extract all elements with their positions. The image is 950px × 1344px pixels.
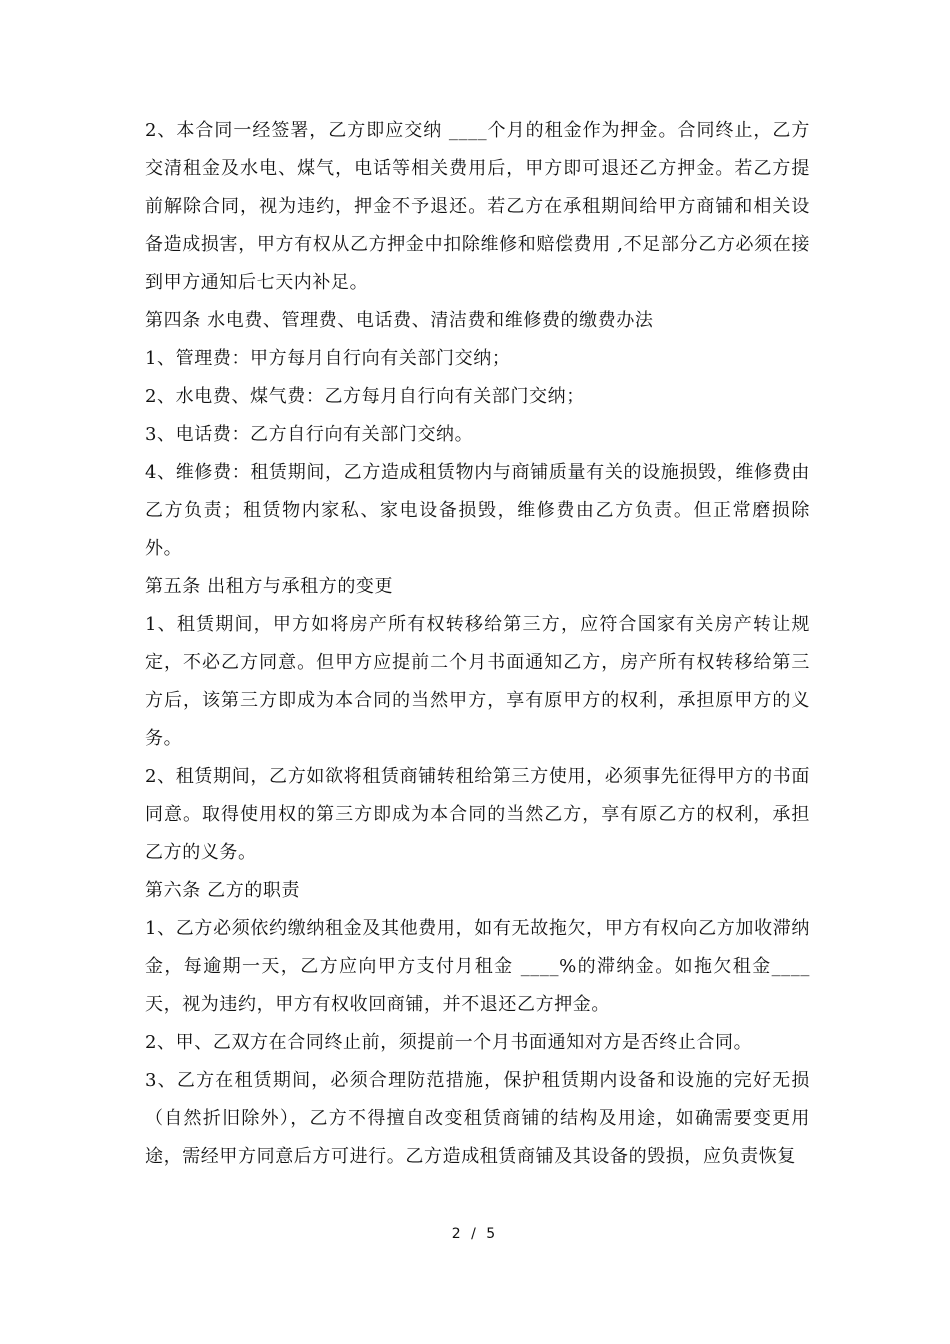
article-4-heading: 第四条 水电费、管理费、电话费、清洁费和维修费的缴费办法: [145, 310, 654, 331]
paragraph-utilities-fee: 2、水电费、煤气费：乙方每月自行向有关部门交纳；: [145, 386, 585, 407]
paragraph-repair-fee: 4、维修费：租赁期间，乙方造成租赁物内与商铺质量有关的设施损毁，维修费由乙方负责；租赁物内家私、家电设备损毁，维修费由乙方负责。但正常磨损除外。: [145, 462, 810, 559]
paragraph-deposit: 2、本合同一经签署，乙方即应交纳 ____个月的租金作为押金。合同终止，乙方交清租金及水电、煤气，电话等相关费用后，甲方即可退还乙方押金。若乙方提前解除合同，视为违约，押金不予退还。若乙方在承租期间给甲方商铺和相关设备造成损害，甲方有权从乙方押金中扣除维修和赔偿费用 ,不足部分乙方必须在接到甲方通知后七天内补足。: [145, 120, 810, 293]
page-number: 2 / 5: [451, 1226, 499, 1242]
paragraph-sublease: 2、租赁期间，乙方如欲将租赁商铺转租给第三方使用，必须事先征得甲方的书面同意。取得使用权的第三方即成为本合同的当然乙方，享有原乙方的权利，承担乙方的义务。: [145, 766, 810, 863]
article-5-heading: 第五条 出租方与承租方的变更: [145, 576, 394, 597]
article-6-heading: 第六条 乙方的职责: [145, 880, 301, 901]
paragraph-phone-fee: 3、电话费：乙方自行向有关部门交纳。: [145, 424, 474, 445]
paragraph-lessor-change: 1、租赁期间，甲方如将房产所有权转移给第三方，应符合国家有关房产转让规定，不必乙方同意。但甲方应提前二个月书面通知乙方，房产所有权转移给第三方后，该第三方即成为本合同的当然甲方，享有原甲方的权利，承担原甲方的义务。: [145, 614, 810, 749]
paragraph-maintenance: 3、乙方在租赁期间，必须合理防范措施，保护租赁期内设备和设施的完好无损（自然折旧除外），乙方不得擅自改变租赁商铺的结构及用途，如确需要变更用途，需经甲方同意后方可进行。乙方造成租赁商铺及其设备的毁损，应负责恢复: [145, 1070, 810, 1167]
paragraph-late-fee: 1、乙方必须依约缴纳租金及其他费用，如有无故拖欠，甲方有权向乙方加收滞纳金，每逾期一天，乙方应向甲方支付月租金 ____%的滞纳金。如拖欠租金____天，视为违约，甲方有权收回商铺，并不退还乙方押金。: [145, 918, 810, 1015]
paragraph-termination-notice: 2、甲、乙双方在合同终止前，须提前一个月书面通知对方是否终止合同。: [145, 1032, 753, 1053]
paragraph-management-fee: 1、管理费：甲方每月自行向有关部门交纳；: [145, 348, 511, 369]
document-body: [145, 112, 810, 1176]
